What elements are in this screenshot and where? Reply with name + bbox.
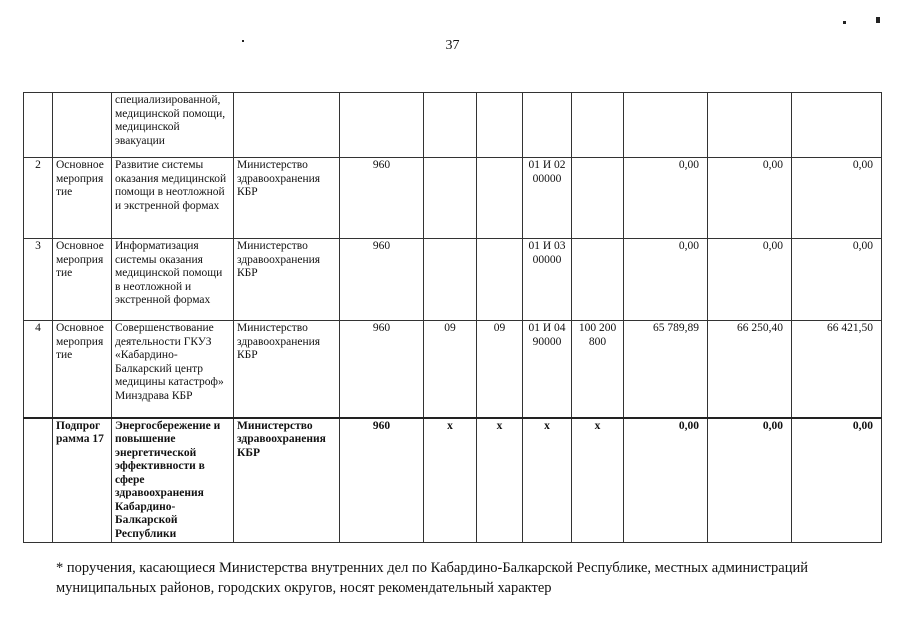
row-rz-cell	[424, 158, 477, 239]
row-name-cell: Информатизация системы оказания медицинской помощи в неотложной и экстренной формах	[112, 239, 234, 321]
row-number-cell	[24, 93, 53, 158]
row-rz-cell: х	[424, 418, 477, 543]
row-year2-cell: 0,00	[708, 239, 792, 321]
row-year1-cell: 0,00	[624, 158, 708, 239]
row-number-cell: 4	[24, 321, 53, 418]
row-rz-cell	[424, 239, 477, 321]
row-grbs-cell	[340, 93, 424, 158]
row-pr-cell	[477, 93, 523, 158]
row-executor-cell	[234, 93, 340, 158]
row-type-cell: Подпрог рамма 17	[53, 418, 112, 543]
row-year3-cell: 0,00	[792, 418, 882, 543]
row-name-cell: Совершенствование деятельности ГКУЗ «Кабардино-Балкарский центр медицины катастроф» Минздрава КБР	[112, 321, 234, 418]
row-pr-cell	[477, 239, 523, 321]
row-type-cell: Основное мероприя тие	[53, 158, 112, 239]
row-pr-cell: х	[477, 418, 523, 543]
scan-speck	[876, 17, 880, 23]
row-name-cell: специализированной, медицинской помощи, медицинской эвакуации	[112, 93, 234, 158]
row-executor-cell: Министерство здравоохранения КБР	[234, 239, 340, 321]
row-number-cell: 2	[24, 158, 53, 239]
row-year3-cell: 66 421,50	[792, 321, 882, 418]
row-executor-cell: Министерство здравоохранения КБР	[234, 158, 340, 239]
row-grbs-cell: 960	[340, 158, 424, 239]
row-year1-cell: 0,00	[624, 239, 708, 321]
row-year1-cell: 0,00	[624, 418, 708, 543]
row-year1-cell	[624, 93, 708, 158]
budget-table	[23, 92, 882, 543]
row-year3-cell	[792, 93, 882, 158]
row-vr-cell	[572, 93, 624, 158]
row-csr-cell: 01 И 02 00000	[523, 158, 572, 239]
footnote: * поручения, касающиеся Министерства внутренних дел по Кабардино-Балкарской Республике, местных администраций муниципальных районов, городских округов, носят рекомендательный характер	[56, 560, 808, 596]
row-csr-cell: 01 И 03 00000	[523, 239, 572, 321]
row-year2-cell: 0,00	[708, 418, 792, 543]
row-vr-cell	[572, 239, 624, 321]
row-name-cell: Развитие системы оказания медицинской помощи в неотложной и экстренной формах	[112, 158, 234, 239]
row-vr-cell: х	[572, 418, 624, 543]
page-number: 37	[445, 38, 460, 53]
row-grbs-cell: 960	[340, 418, 424, 543]
row-year2-cell: 66 250,40	[708, 321, 792, 418]
row-year2-cell	[708, 93, 792, 158]
row-csr-cell: х	[523, 418, 572, 543]
row-year3-cell: 0,00	[792, 158, 882, 239]
row-year3-cell: 0,00	[792, 239, 882, 321]
row-executor-cell: Министерство здравоохранения КБР	[234, 321, 340, 418]
row-number-cell: 3	[24, 239, 53, 321]
row-vr-cell	[572, 158, 624, 239]
row-grbs-cell: 960	[340, 239, 424, 321]
row-executor-cell: Министерство здравоохранения КБР	[234, 418, 340, 543]
row-csr-cell	[523, 93, 572, 158]
scan-speck	[843, 21, 846, 24]
row-pr-cell	[477, 158, 523, 239]
row-csr-cell: 01 И 04 90000	[523, 321, 572, 418]
row-year2-cell: 0,00	[708, 158, 792, 239]
row-vr-cell: 100 200 800	[572, 321, 624, 418]
row-number-cell	[24, 418, 53, 543]
row-type-cell	[53, 93, 112, 158]
table-row	[24, 93, 882, 158]
row-pr-cell: 09	[477, 321, 523, 418]
table-row	[24, 158, 882, 239]
table-row	[24, 418, 882, 543]
row-type-cell: Основное мероприя тие	[53, 321, 112, 418]
row-name-cell: Энергосбережение и повышение энергетической эффективности в сфере здравоохранения Кабардино-Балкарской Республики	[112, 418, 234, 543]
row-rz-cell	[424, 93, 477, 158]
row-year1-cell: 65 789,89	[624, 321, 708, 418]
table-row	[24, 239, 882, 321]
table-row	[24, 321, 882, 418]
row-rz-cell: 09	[424, 321, 477, 418]
row-type-cell: Основное мероприя тие	[53, 239, 112, 321]
row-grbs-cell: 960	[340, 321, 424, 418]
